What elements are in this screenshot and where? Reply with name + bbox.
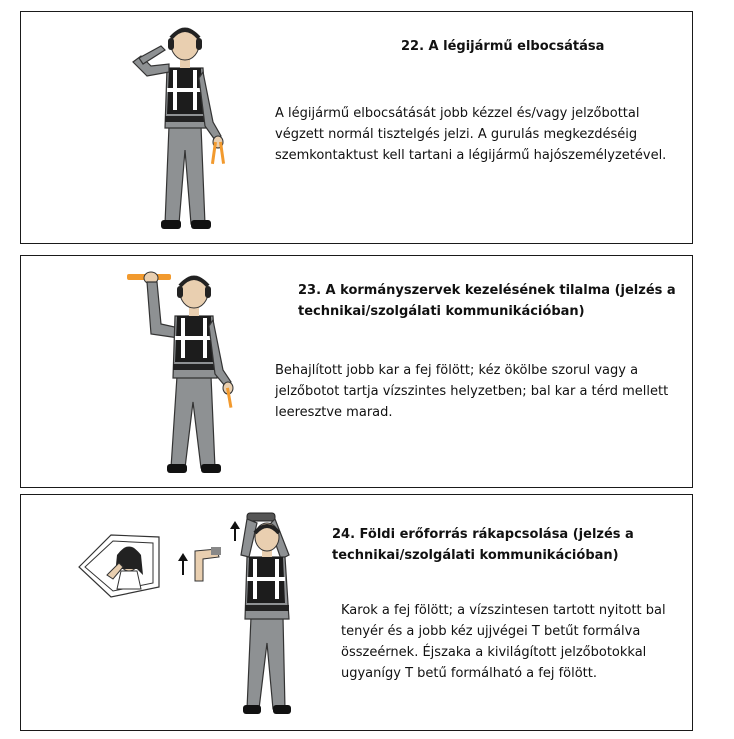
signal-title: 23. A kormányszervek kezelésének tilalma (jelzés a technikai/szolgálati kommunikációban) bbox=[298, 283, 676, 319]
signal-card-23 bbox=[20, 255, 693, 488]
marshaller-salute-icon bbox=[121, 18, 251, 236]
marshaller-arm-raised-icon bbox=[121, 264, 261, 482]
signal-card-24 bbox=[20, 494, 693, 731]
signal-description: A légijármű elbocsátását jobb kézzel és/vagy jelzőbottal végzett normál tisztelgés jelzi. A gurulás megkezdéséig szemkontaktust kell tartani a légijármű hajószemélyzetével. bbox=[275, 106, 667, 163]
marshaller-t-sign-icon bbox=[71, 505, 301, 723]
signal-title: 24. Földi erőforrás rákapcsolása (jelzés a technikai/szolgálati kommunikációban) bbox=[332, 527, 634, 563]
signal-title: 22. A légijármű elbocsátása bbox=[401, 39, 605, 54]
signal-card-22 bbox=[20, 11, 693, 244]
signal-description: Karok a fej fölött; a vízszintesen tartott nyitott bal tenyér és a jobb kéz ujjvégei T betűt formálva összeérnek. Éjszaka a kivilágított jelzőbotokkal ugyanígy T betű formálható a fej fölött. bbox=[341, 603, 666, 681]
signal-description: Behajlított jobb kar a fej fölött; kéz ökölbe szorul vagy a jelzőbotot tartja vízszintes helyzetben; bal kar a térd mellett leeresztve marad. bbox=[275, 363, 669, 420]
